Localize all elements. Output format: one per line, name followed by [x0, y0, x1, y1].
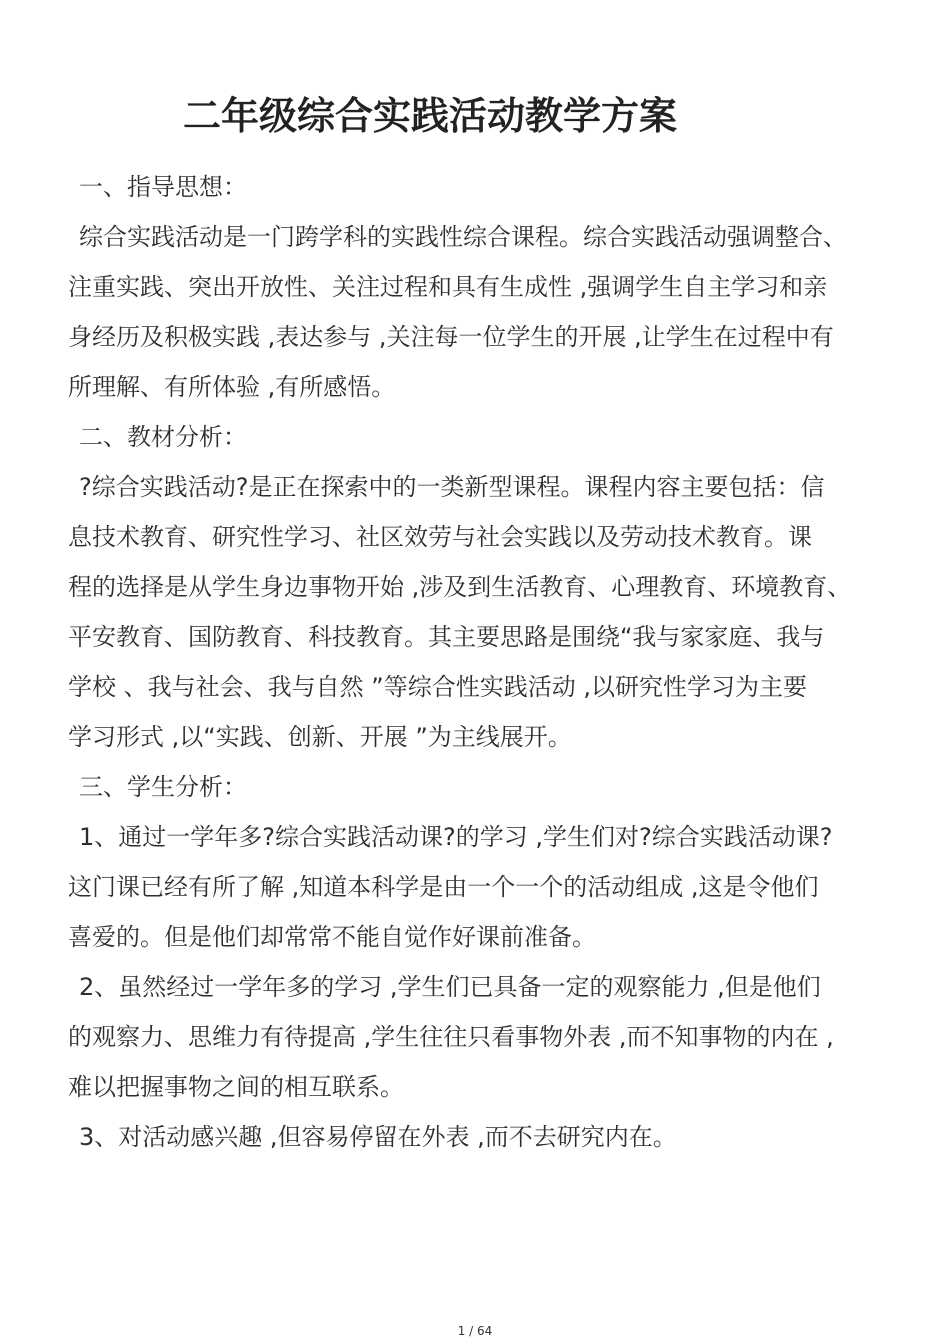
paragraph-line: 注重实践、突出开放性、关注过程和具有生成性 ,强调学生自主学习和亲 — [68, 273, 828, 301]
paragraph-line: 学校 、我与社会、我与自然 ”等综合性实践活动 ,以研究性学习为主要 — [68, 673, 807, 701]
paragraph-line: 喜爱的。但是他们却常常不能自觉作好课前准备。 — [68, 923, 596, 951]
paragraph-line: 难以把握事物之间的相互联系。 — [68, 1073, 404, 1101]
paragraph-line: 平安教育、国防教育、科技教育。其主要思路是围绕“我与家家庭、我与 — [68, 623, 825, 651]
paragraph-line: 1、通过一学年多?综合实践活动课?的学习 ,学生们对?综合实践活动课? — [79, 823, 833, 851]
paragraph-line: 身经历及积极实践 ,表达参与 ,关注每一位学生的开展 ,让学生在过程中有 — [68, 323, 834, 351]
paragraph-line: 所理解、有所体验 ,有所感悟。 — [68, 373, 396, 401]
section-heading: 一、指导思想： — [79, 173, 247, 201]
paragraph-line: 综合实践活动是一门跨学科的实践性综合课程。综合实践活动强调整合、 — [79, 223, 847, 251]
paragraph-line: 息技术教育、研究性学习、社区效劳与社会实践以及劳动技术教育。课 — [68, 523, 812, 551]
document-title: 二年级综合实践活动教学方案 — [182, 94, 677, 138]
paragraph-line: 的观察力、思维力有待提高 ,学生往往只看事物外表 ,而不知事物的内在 , — [68, 1023, 834, 1051]
paragraph-line: 2、虽然经过一学年多的学习 ,学生们已具备一定的观察能力 ,但是他们 — [79, 973, 821, 1001]
section-heading: 二、教材分析： — [79, 423, 247, 451]
paragraph-line: 这门课已经有所了解 ,知道本科学是由一个一个的活动组成 ,这是令他们 — [68, 873, 819, 901]
paragraph-line: 3、对活动感兴趣 ,但容易停留在外表 ,而不去研究内在。 — [79, 1123, 677, 1151]
section-heading: 三、学生分析： — [79, 773, 247, 801]
page-indicator: 1 / 64 — [457, 1324, 493, 1338]
paragraph-line: ?综合实践活动?是正在探索中的一类新型课程。课程内容主要包括：信 — [79, 473, 825, 501]
paragraph-line: 程的选择是从学生身边事物开始 ,涉及到生活教育、心理教育、环境教育、 — [68, 573, 852, 601]
paragraph-line: 学习形式 ,以“实践、创新、开展 ”为主线展开。 — [68, 723, 572, 751]
